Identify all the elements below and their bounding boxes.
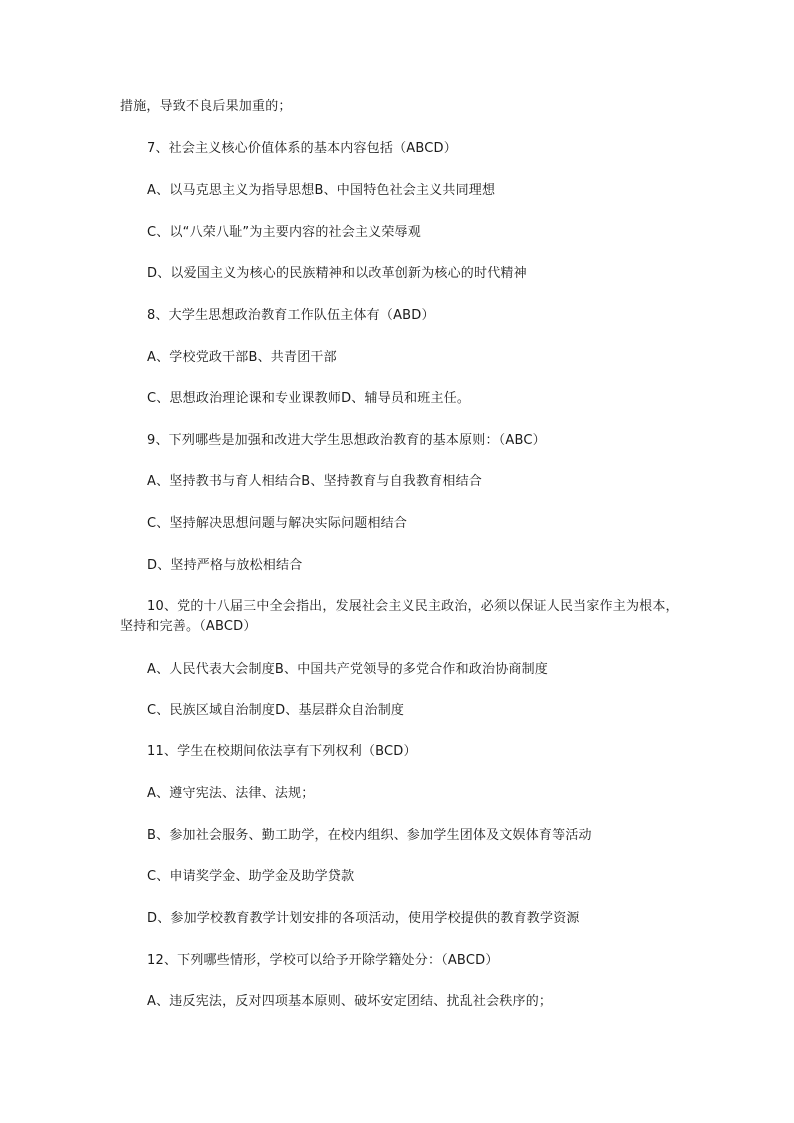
question-10-option-cd: C、民族区域自治制度D、基层群众自治制度 <box>147 703 405 718</box>
question-9-option-ab: A、坚持教书与育人相结合B、坚持教育与自我教育相结合 <box>147 474 483 489</box>
question-12-option-a: A、违反宪法，反对四项基本原则、破坏安定团结、扰乱社会秩序的； <box>147 994 553 1009</box>
question-11-option-b: B、参加社会服务、勤工助学，在校内组织、参加学生团体及文娱体育等活动 <box>147 828 592 843</box>
question-11-option-d: D、参加学校教育教学计划安排的各项活动，使用学校提供的教育教学资源 <box>147 911 580 926</box>
question-9-stem: 9、下列哪些是加强和改进大学生思想政治教育的基本原则：（ABC） <box>147 433 546 448</box>
question-8-option-cd: C、思想政治理论课和专业课教师D、辅导员和班主任。 <box>147 391 471 406</box>
question-10-option-ab: A、人民代表大会制度B、中国共产党领导的多党合作和政治协商制度 <box>147 662 549 677</box>
question-8-stem: 8、大学生思想政治教育工作队伍主体有（ABD） <box>147 308 435 323</box>
question-11-option-a: A、遵守宪法、法律、法规； <box>147 786 315 801</box>
question-8-option-ab: A、学校党政干部B、共青团干部 <box>147 350 337 365</box>
question-9-option-c: C、坚持解决思想问题与解决实际问题相结合 <box>147 516 408 531</box>
question-11-stem: 11、学生在校期间依法享有下列权利（BCD） <box>147 744 417 759</box>
question-7-option-ab: A、以马克思主义为指导思想B、中国特色社会主义共同理想 <box>147 183 496 198</box>
question-7-stem: 7、社会主义核心价值体系的基本内容包括（ABCD） <box>147 141 457 156</box>
question-11-option-c: C、申请奖学金、助学金及助学贷款 <box>147 869 355 884</box>
question-12-stem: 12、下列哪些情形，学校可以给予开除学籍处分：（ABCD） <box>147 953 499 968</box>
question-7-option-d: D、以爱国主义为核心的民族精神和以改革创新为核心的时代精神 <box>147 266 527 281</box>
question-9-option-d: D、坚持严格与放松相结合 <box>147 558 303 573</box>
question-7-option-c: C、以“八荣八耻”为主要内容的社会主义荣辱观 <box>147 225 421 240</box>
continuation-text: 措施，导致不良后果加重的； <box>120 99 292 114</box>
question-10-stem: 10、党的十八届三中全会指出，发展社会主义民主政治，必须以保证人民当家作主为根本，坚持和完善。（ABCD） <box>120 599 679 634</box>
